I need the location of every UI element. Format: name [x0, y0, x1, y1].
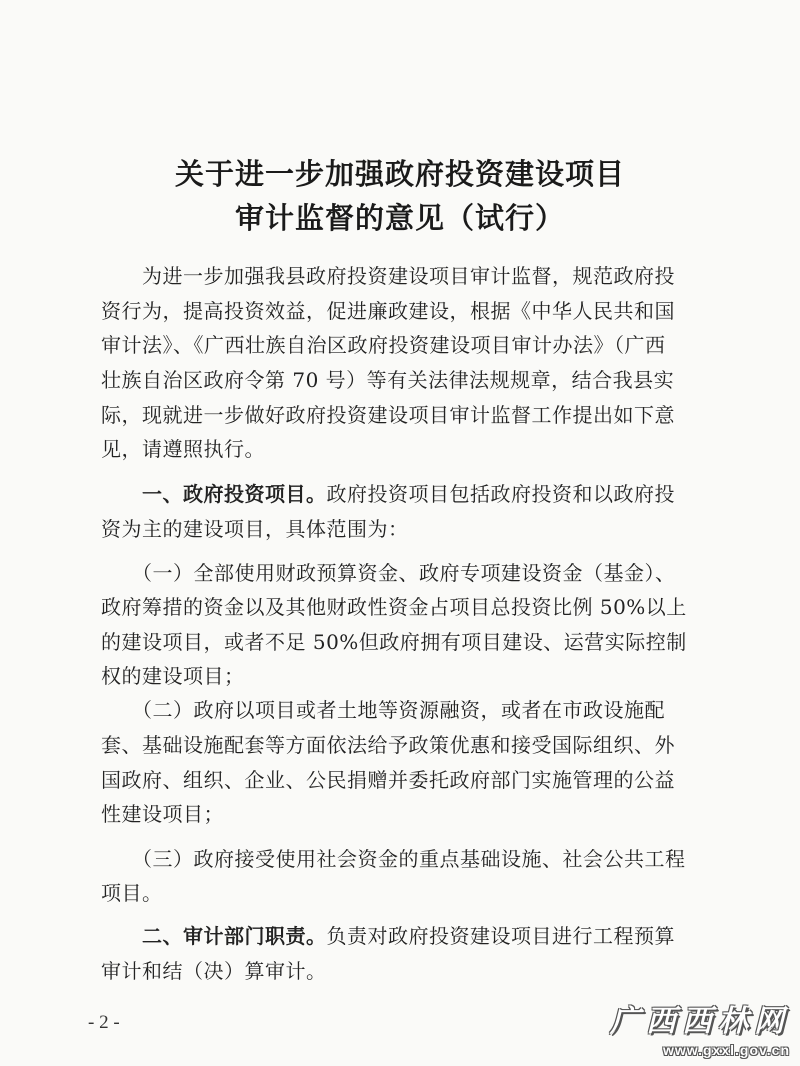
body-line — [101, 297, 703, 325]
body-line — [101, 845, 703, 873]
body-line — [101, 922, 703, 950]
document-title-line-1: 关于进一步加强政府投资建设项目 — [174, 157, 625, 191]
body-text: 资行为，提高投资效益，促进廉政建设，根据《中华人民共和国 — [101, 299, 675, 323]
body-line — [101, 800, 703, 828]
body-line — [101, 331, 703, 359]
body-text: 际，现就进一步做好政府投资建设项目审计监督工作提出如下意 — [101, 403, 675, 427]
body-text: （三）政府接受使用社会资金的重点基础设施、社会公共工程 — [101, 847, 686, 871]
body-text: 负责对政府投资建设项目进行工程预算 — [326, 924, 675, 948]
body-line — [101, 366, 703, 394]
body-line — [101, 559, 703, 587]
body-text: 政府筹措的资金以及其他财政性资金占项目总投资比例 50%以上 — [101, 595, 687, 619]
body-text: （一）全部使用财政预算资金、政府专项建设资金（基金）、 — [101, 561, 676, 585]
body-line — [101, 696, 703, 724]
body-line — [101, 480, 703, 508]
body-text: 审计和结（决）算审计。 — [101, 959, 327, 983]
body-text: 政府投资项目包括政府投资和以政府投 — [326, 482, 675, 506]
body-line — [101, 628, 703, 656]
body-line — [101, 766, 703, 794]
body-line — [101, 515, 703, 543]
body-text: 的建设项目，或者不足 50%但政府拥有项目建设、运营实际控制 — [101, 630, 687, 654]
body-line — [101, 593, 703, 621]
body-text: 权的建设项目； — [101, 664, 245, 688]
body-line — [101, 262, 703, 290]
document-title-line-2: 审计监督的意见（试行） — [234, 201, 565, 235]
body-line — [101, 435, 703, 463]
body-text: 审计法》、《广西壮族自治区政府投资建设项目审计办法》（广西 — [101, 333, 666, 357]
body-line — [101, 731, 703, 759]
body-text: 为进一步加强我县政府投资建设项目审计监督，规范政府投 — [101, 264, 675, 288]
body-text: 项目。 — [101, 881, 163, 905]
watermark-url: www.gxxl.gov.cn — [662, 1042, 790, 1058]
watermark-text: 广西西林网 — [610, 1004, 790, 1039]
body-text: 资为主的建设项目，具体范围为： — [101, 517, 409, 541]
watermark-logo — [600, 996, 790, 1058]
body-text: 见，请遵照执行。 — [101, 437, 265, 461]
body-line — [101, 662, 703, 690]
body-line — [101, 401, 703, 429]
body-text: （二）政府以项目或者土地等资源融资，或者在市政设施配 — [101, 698, 665, 722]
body-text: 套、基础设施配套等方面依法给予政策优惠和接受国际组织、外 — [101, 733, 675, 757]
body-text: 壮族自治区政府令第 70 号）等有关法律法规规章，结合我县实 — [101, 368, 675, 392]
body-text: 国政府、组织、企业、公民捐赠并委托政府部门实施管理的公益 — [101, 768, 675, 792]
section-heading: 二、审计部门职责。 — [101, 924, 327, 948]
body-line — [101, 879, 703, 907]
section-heading: 一、政府投资项目。 — [101, 482, 327, 506]
body-line — [101, 957, 703, 985]
page-number: - 2 - — [88, 1012, 120, 1033]
body-text: 性建设项目； — [101, 802, 224, 826]
